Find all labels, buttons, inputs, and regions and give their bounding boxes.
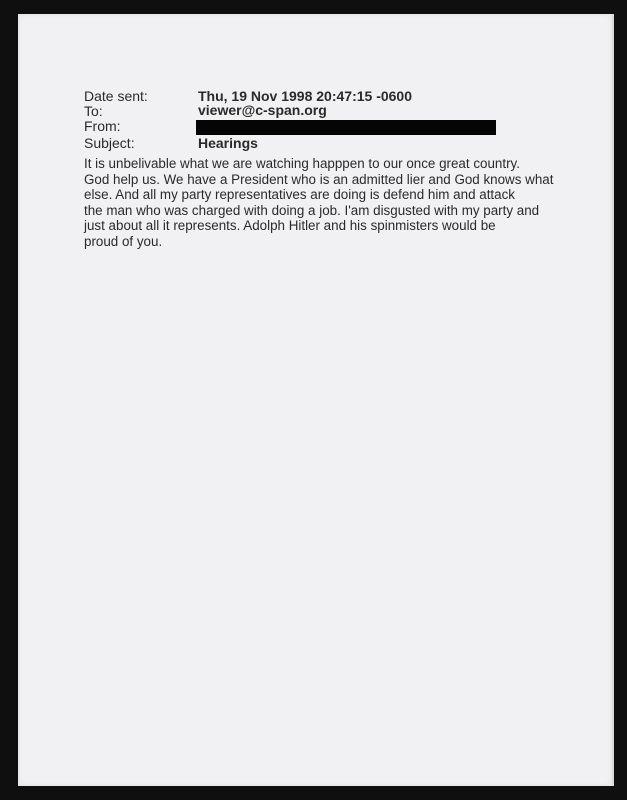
body-line: proud of you. — [84, 233, 163, 249]
body-line: just about all it represents. Adolph Hitler and his spinmisters would be — [84, 218, 496, 233]
to-label: To: — [84, 103, 103, 119]
document-page — [18, 14, 614, 786]
subject-value: Hearings — [198, 135, 258, 151]
body-line: God help us. We have a President who is an admitted lier and God knows what — [84, 171, 554, 187]
body-line: the man who was charged with doing a job. I'am disgusted with my party and — [84, 202, 540, 218]
body-line: else. And all my party representatives are doing is defend him and attack — [84, 187, 515, 202]
email-body — [84, 156, 564, 249]
date-sent-value: Thu, 19 Nov 1998 20:47:15 -0600 — [198, 88, 413, 104]
from-label: From: — [84, 118, 121, 134]
date-sent-label: Date sent: — [84, 88, 148, 104]
subject-label: Subject: — [84, 135, 135, 151]
redaction-bar — [196, 120, 496, 135]
body-line: It is unbelivable what we are watching happpen to our once great country. — [84, 156, 520, 171]
to-value: viewer@c-span.org — [198, 102, 327, 118]
